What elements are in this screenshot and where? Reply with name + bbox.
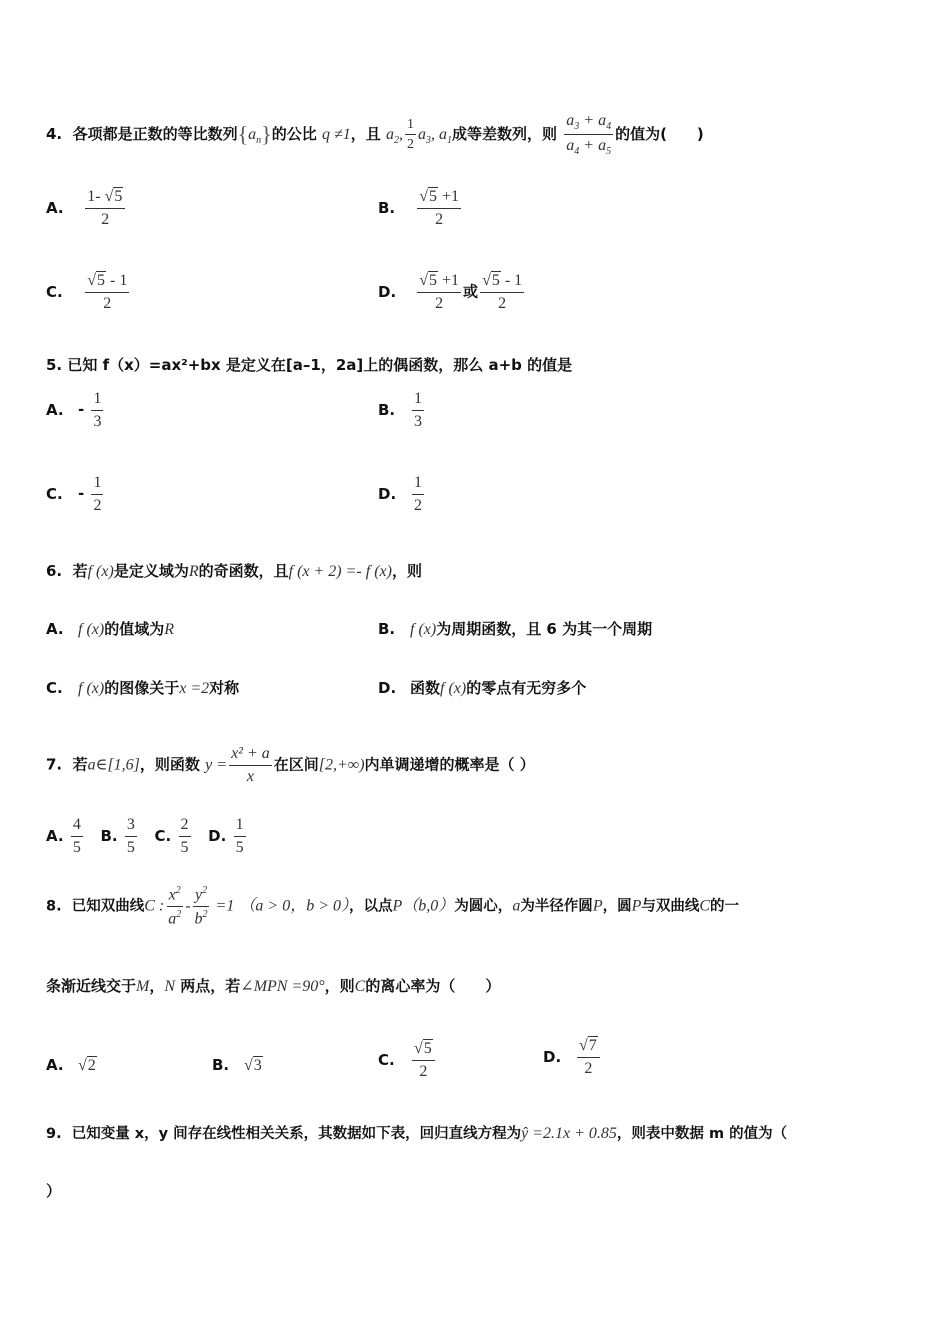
option-label: C. (154, 826, 172, 845)
functional-equation: f (x + 2) =- f (x) (288, 563, 392, 580)
q8-text-8: 条渐近线交于 (46, 977, 137, 995)
option-sign: - (78, 400, 90, 419)
comma: ， (149, 977, 165, 995)
option-label: C. (46, 282, 63, 301)
option-text: 的值域为 (104, 620, 165, 638)
option-sqrt: √3 (244, 1057, 262, 1074)
q7-text-3: 在区间 (273, 755, 319, 774)
angle-condition: ∠MPN =90° (240, 978, 325, 995)
q8-option-c[interactable] (378, 1040, 437, 1080)
option-label: B. (378, 400, 396, 419)
question-number: 4. (46, 125, 63, 144)
option-fraction: $\frac{√5 +1}{2}$ (419, 272, 460, 312)
q4-text-5: 的值为( ) (615, 125, 704, 144)
option-fraction: $\frac{1}{2}$ (93, 474, 102, 514)
curve-symbol: C (699, 897, 711, 915)
function-symbol: f (x) (440, 680, 467, 697)
domain-symbol: R (164, 621, 174, 638)
q6-text-3: 的奇函数，且 (198, 562, 289, 580)
q7-options (46, 816, 248, 856)
option-fraction: $\frac{√5 +1}{2}$ (419, 188, 460, 228)
conditions: （a > 0，b > 0） (239, 897, 350, 915)
option-fraction: $\frac{1}{3}$ (414, 390, 422, 430)
arithmetic-terms-2: $a_3$, $a_1$ (418, 126, 453, 147)
question-5: 5. 已知 f（x）=ax²+bx 是定义在[a–1，2a]上的偶函数，那么 a+b 的值是 (46, 356, 573, 374)
q7-option-d[interactable] (208, 816, 247, 856)
point-p: P (592, 897, 603, 915)
option-label: A. (46, 1056, 64, 1074)
q8-text-7: 的一 (710, 898, 740, 915)
q8-text-4: 为半径作圆 (520, 898, 593, 915)
function-symbol: f (x) (78, 621, 105, 638)
option-label: C. (46, 484, 63, 503)
or-text: 或 (463, 282, 479, 301)
question-9-line-2: ） (46, 1182, 62, 1200)
q7-text-1: 若 (72, 755, 88, 774)
q5-option-b[interactable] (378, 390, 426, 430)
question-9-line-1 (46, 1122, 787, 1143)
curve-name: C : (144, 897, 165, 915)
option-label: B. (378, 620, 396, 638)
q5-option-c[interactable] (46, 474, 105, 514)
point-n: N (164, 978, 176, 995)
equation-rhs: =1 (211, 897, 235, 915)
q8-text-10: ，则 (324, 977, 355, 995)
option-fraction: $\frac{1}{3}$ (93, 390, 102, 430)
q6-option-b[interactable] (378, 618, 652, 639)
q4-option-c[interactable] (46, 272, 131, 312)
option-fraction: $\frac{√5 - 1}{2}$ (87, 272, 128, 312)
q8-text-1: 已知双曲线 (71, 898, 145, 915)
option-text: 为周期函数，且 6 为其一个周期 (436, 620, 653, 638)
q8-text-2: ，以点 (349, 898, 393, 915)
arithmetic-terms: $a_2$, (386, 126, 404, 147)
half-fraction: $\frac{1}{2}$ (407, 116, 415, 153)
ratio-condition: q ≠1 (321, 126, 351, 144)
interval: [2,+∞) (318, 756, 365, 774)
q7-text-4: 内单调递增的概率是（ ） (364, 755, 535, 774)
sequence-symbol: $a_n$ (248, 126, 262, 147)
q4-text-1: 各项都是正数的等比数列 (72, 125, 238, 144)
q8-option-a[interactable] (46, 1056, 97, 1075)
point-p: P (392, 897, 403, 915)
q8-option-d[interactable] (543, 1037, 602, 1077)
q6-text-1: 若 (72, 562, 88, 580)
q8-text-6: 与双曲线 (641, 898, 700, 915)
option-label: A. (46, 620, 64, 638)
function-symbol: f (x) (410, 621, 437, 638)
question-number: 9. (46, 1126, 62, 1142)
q9-text-1: 已知变量 x，y 间存在线性相关关系，其数据如下表，回归直线方程为 (71, 1126, 522, 1142)
parameter-range: a∈[1,6] (87, 756, 140, 774)
symmetry-line: x =2 (179, 680, 210, 697)
q5-option-d[interactable] (378, 474, 426, 514)
q8-text-11: 的离心率为（ ） (365, 977, 501, 995)
option-sqrt: √2 (78, 1057, 96, 1074)
domain-symbol: R (188, 563, 199, 580)
q6-option-a[interactable] (46, 618, 174, 639)
q7-option-c[interactable] (154, 816, 193, 856)
option-prefix: 函数 (410, 679, 441, 697)
option-label: D. (378, 679, 397, 697)
q4-option-a[interactable] (46, 188, 127, 228)
brace-right: } (261, 121, 272, 147)
q7-option-b[interactable] (100, 816, 139, 856)
function-lhs: y = (205, 756, 228, 774)
q8-text-9: 两点，若 (180, 977, 241, 995)
option-label: C. (378, 1050, 395, 1069)
option-label: A. (46, 198, 64, 217)
option-fraction: $\frac{3}{5}$ (126, 816, 135, 856)
option-text: 的图像关于 (104, 679, 180, 697)
q8-text-5: ，圆 (602, 898, 632, 915)
q8-text-3: 为圆心， (454, 898, 513, 915)
q6-option-c[interactable] (46, 677, 239, 698)
option-fraction: $\frac{1}{5}$ (235, 816, 244, 856)
option-fraction: $\frac{1- √5}{2}$ (85, 188, 125, 228)
curve-symbol: C (354, 978, 366, 995)
q7-option-a[interactable] (46, 816, 85, 856)
radius-symbol: a (512, 897, 521, 915)
q4-option-b[interactable] (378, 188, 463, 228)
question-7 (46, 745, 535, 785)
option-fraction: $\frac{1}{2}$ (414, 474, 422, 514)
q4-text-4: 成等差数列，则 (452, 125, 558, 144)
option-label: D. (543, 1047, 562, 1066)
option-label: D. (208, 826, 227, 845)
q4-text-2: 的公比 (271, 125, 317, 144)
question-number: 6. (46, 562, 63, 580)
option-label: B. (212, 1056, 230, 1074)
q6-text-2: 是定义域为 (113, 562, 189, 580)
question-4 (46, 112, 704, 157)
ratio-expression: $\frac{a_3 + a_4}{a_4 + a_5}$ (566, 112, 612, 158)
option-label: D. (378, 282, 397, 301)
option-label: A. (46, 400, 64, 419)
q9-text-2: ，则表中数据 m 的值为（ (616, 1126, 788, 1142)
q6-text-4: ，则 (391, 562, 422, 580)
option-fraction: $\frac{4}{5}$ (72, 816, 81, 856)
option-text-2: 对称 (209, 679, 240, 697)
point-p: P (631, 897, 642, 915)
point-m: M (136, 978, 150, 995)
q4-option-d[interactable] (378, 272, 526, 312)
option-fraction: $\frac{√7}{2}$ (577, 1037, 600, 1077)
function-fraction: $\frac{\text{x² + a}}{x}$ (231, 745, 270, 785)
brace-left: { (237, 121, 249, 147)
option-label: B. (100, 826, 118, 845)
option-fraction: $\frac{√5}{2}$ (412, 1040, 435, 1080)
q6-option-d[interactable] (378, 677, 586, 698)
option-label: A. (46, 826, 64, 845)
q5-option-a[interactable] (46, 390, 105, 430)
option-sign: - (78, 484, 90, 503)
option-label: D. (378, 484, 397, 503)
question-8-line-1 (46, 885, 739, 928)
regression-equation: ŷ =2.1x + 0.85 (521, 1125, 617, 1142)
q7-text-2: ，则函数 (139, 755, 200, 774)
function-symbol: f (x) (78, 680, 105, 697)
question-number: 8. (46, 898, 62, 915)
option-fraction-2: $\frac{√5 - 1}{2}$ (482, 272, 523, 312)
y-term: $\frac{y^2}{b^2}$ (194, 885, 208, 928)
question-number: 7. (46, 755, 63, 774)
option-fraction: $\frac{2}{5}$ (180, 816, 189, 856)
point-coords: （b,0） (402, 897, 455, 915)
x-term: $\frac{x^2}{a^2}$ (168, 885, 182, 928)
option-text: 的零点有无穷多个 (466, 679, 587, 697)
q4-text-3: ，且 (350, 125, 381, 144)
question-8-line-2 (46, 975, 500, 996)
question-6 (46, 560, 422, 581)
q8-option-b[interactable] (212, 1056, 263, 1075)
option-label: C. (46, 679, 63, 697)
function-symbol: f (x) (87, 563, 114, 580)
option-label: B. (378, 198, 396, 217)
minus-sign: - (185, 897, 191, 915)
